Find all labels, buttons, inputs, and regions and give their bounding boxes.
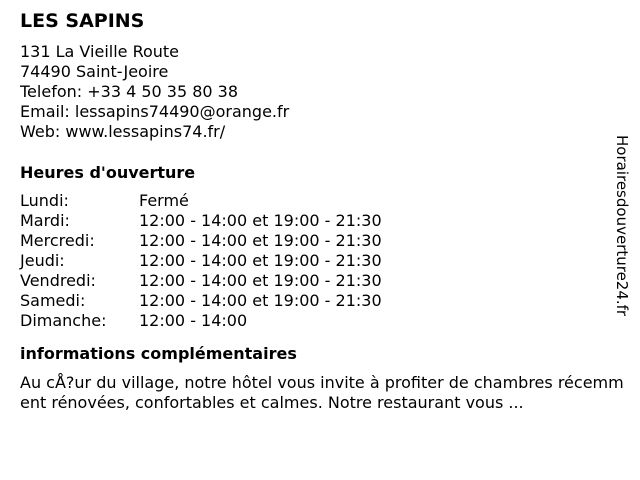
additional-info-text: Au cÅ?ur du village, notre hôtel vous invite à profiter de chambres récemment rénovées, confortables et calmes. Notre restaurant vous ... [20, 373, 624, 412]
day-label: Mercredi: [20, 231, 95, 250]
day-label: Vendredi: [20, 271, 96, 290]
hours-row-saturday [20, 291, 620, 311]
day-hours: 12:00 - 14:00 et 19:00 - 21:30 [139, 231, 382, 250]
hours-row-friday [20, 271, 620, 291]
watermark-text: Horairesdouverture24.fr [613, 135, 631, 317]
day-label: Mardi: [20, 211, 70, 230]
hours-row-tuesday [20, 211, 620, 231]
email-line: Email: lessapins74490@orange.fr [20, 102, 290, 121]
day-hours: 12:00 - 14:00 et 19:00 - 21:30 [139, 251, 382, 270]
hours-row-sunday [20, 311, 620, 331]
hours-row-monday [20, 191, 620, 211]
site-watermark [612, 135, 634, 347]
hours-row-thursday [20, 251, 620, 271]
street-address: 131 La Vieille Route [20, 42, 180, 61]
additional-info-heading: informations complémentaires [20, 344, 297, 363]
postal-city: 74490 Saint-Jeoire [20, 62, 169, 81]
day-label: Samedi: [20, 291, 86, 310]
opening-hours-heading: Heures d'ouverture [20, 163, 196, 182]
day-hours: Fermé [139, 191, 189, 210]
day-hours: 12:00 - 14:00 et 19:00 - 21:30 [139, 211, 382, 230]
day-hours: 12:00 - 14:00 [139, 311, 248, 330]
business-name: LES SAPINS [20, 10, 145, 32]
day-label: Jeudi: [20, 251, 65, 270]
opening-hours-table [20, 191, 620, 331]
website-line: Web: www.lessapins74.fr/ [20, 122, 226, 141]
day-label: Dimanche: [20, 311, 107, 330]
day-hours: 12:00 - 14:00 et 19:00 - 21:30 [139, 291, 382, 310]
hours-row-wednesday [20, 231, 620, 251]
day-hours: 12:00 - 14:00 et 19:00 - 21:30 [139, 271, 382, 290]
day-label: Lundi: [20, 191, 69, 210]
address-block [20, 42, 620, 142]
phone-line: Telefon: +33 4 50 35 80 38 [20, 82, 239, 101]
